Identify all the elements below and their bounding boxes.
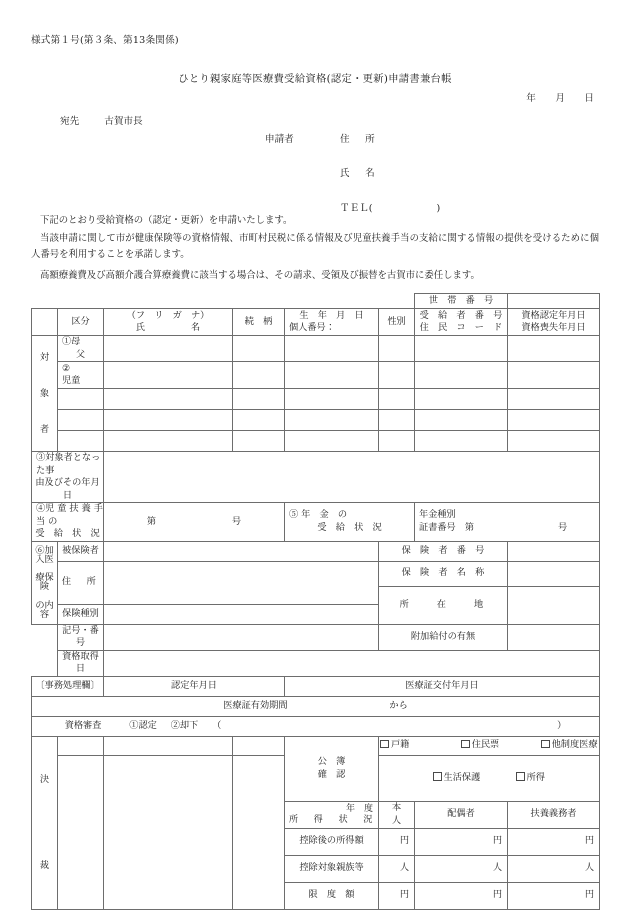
unit-label: 円 xyxy=(492,889,502,901)
section6-acquisition-date-value[interactable] xyxy=(104,650,600,676)
row-birth-field[interactable] xyxy=(285,431,379,452)
section5-value[interactable] xyxy=(415,503,600,542)
decision-stamp-area-2[interactable] xyxy=(104,755,233,909)
section4-dai: 第 xyxy=(146,515,157,527)
decision-stamp-area-1[interactable] xyxy=(58,755,104,909)
checkbox-icon[interactable] xyxy=(433,772,442,781)
header-shimei: 氏 名 xyxy=(135,322,201,333)
decision-stamp-head-3[interactable] xyxy=(233,736,285,755)
date-day-label: 日 xyxy=(584,93,594,104)
checkbox-shotoku-label: 所得 xyxy=(526,771,545,783)
header-blank-cell xyxy=(32,309,58,336)
table-row xyxy=(32,410,600,431)
row-zokugara-field[interactable] xyxy=(233,410,285,431)
income-header-spouse: 配偶者 xyxy=(415,801,508,828)
checkbox-koseki-label: 戸籍 xyxy=(390,739,410,751)
section6-label-line3: の内容 xyxy=(35,599,54,620)
statement-1: 下記のとおり受給資格の（認定・更新）を申請いたします。 xyxy=(40,215,293,226)
row-kubun-line1: ② xyxy=(62,362,71,374)
income-dependent-value-1[interactable] xyxy=(508,828,600,855)
section6-label-line1: ⑥加入医 xyxy=(35,544,54,566)
section5-certificate-no xyxy=(415,522,599,535)
income-self-value-3[interactable] xyxy=(379,882,415,909)
row-birth-field[interactable] xyxy=(285,389,379,410)
income-row-label-2: 控除対象親族等 xyxy=(285,855,379,882)
addressee xyxy=(60,113,143,127)
section6-insurer-name-value[interactable] xyxy=(508,561,600,586)
decision-side-label xyxy=(32,736,58,909)
checkbox-koseki[interactable] xyxy=(380,739,409,750)
row-recipient-field[interactable] xyxy=(415,389,508,410)
statement-2: 当該申請に関して市が健康保険等の資格情報、市町村民税に係る情報及び児童扶養手当の支給に関する情報の提供を受けるために個人番号を利用することを承諾します。 xyxy=(31,233,599,260)
koubo-label-line2: 確 認 xyxy=(317,768,346,780)
office-row xyxy=(32,676,600,696)
unit-label: 円 xyxy=(399,835,409,847)
row-seibetsu-field[interactable] xyxy=(379,431,415,452)
table-header-row xyxy=(32,309,600,336)
household-number-row xyxy=(32,294,600,309)
checkbox-icon[interactable] xyxy=(461,740,470,749)
income-row-label-1: 控除後の所得額 xyxy=(285,828,379,855)
validity-row xyxy=(32,696,600,716)
form-number: 様式第１号(第３条、第13条関係) xyxy=(31,35,179,46)
review-row xyxy=(32,716,600,736)
unit-label: 人 xyxy=(584,862,594,874)
table-row xyxy=(32,389,600,410)
section3-row xyxy=(32,452,600,503)
checkbox-tashido-iryo[interactable] xyxy=(541,739,597,750)
addressee-label: 宛先 xyxy=(60,116,80,127)
section6-row-1 xyxy=(32,541,600,561)
row-kubun-line2: 父 xyxy=(75,348,86,360)
applicant-name-label: 氏 名 xyxy=(340,168,378,179)
checkbox-juminhyo[interactable] xyxy=(461,739,499,750)
income-spouse-value-1[interactable] xyxy=(415,828,508,855)
review-paren-open: （ xyxy=(212,719,222,731)
section5-label xyxy=(285,503,415,542)
date-line xyxy=(526,90,594,104)
table-row xyxy=(32,362,600,389)
row-name-field[interactable] xyxy=(104,389,233,410)
row-zokugara-field[interactable] xyxy=(233,362,285,389)
validity-kara: から xyxy=(389,699,408,711)
income-header-self: 本 人 xyxy=(379,801,415,828)
document-title: ひとり親家庭等医療費受給資格(認定・更新)申請書兼台帳 xyxy=(178,73,452,85)
section4-label xyxy=(32,503,104,542)
decision-row-1 xyxy=(32,736,600,755)
section3-label-line2: 由及びその年月日 xyxy=(35,477,100,501)
section6-insurance-type-value[interactable] xyxy=(104,604,379,624)
table-row xyxy=(32,336,600,362)
section3-label-line1: ③対象者となった事 xyxy=(36,452,101,476)
row-seibetsu-field[interactable] xyxy=(379,389,415,410)
tel-label-open: ＴＥＬ( xyxy=(340,203,373,214)
section6-label-line2: 療保険 xyxy=(35,572,54,593)
header-shikaku-nintei: 資格認定年月日 xyxy=(521,309,586,321)
row-seibetsu-field[interactable] xyxy=(379,362,415,389)
header-jukyusha-bango: 受 給 者 番 号 xyxy=(419,309,503,321)
row-kubun-line1: ①母 xyxy=(62,336,81,347)
section6-insurance-type-label: 保険種別 xyxy=(58,604,104,624)
section5-pension-type: 年金種別 xyxy=(419,509,456,521)
checkbox-seikatsu-hogo-label: 生活保護 xyxy=(443,771,481,783)
header-shikaku-soshitsu: 資格喪失年月日 xyxy=(521,322,586,333)
decision-stamp-head-1[interactable] xyxy=(58,736,104,755)
subject-side-label xyxy=(32,336,58,452)
section6-insured-label: 被保険者 xyxy=(58,541,104,561)
row-zokugara-field[interactable] xyxy=(233,389,285,410)
koubo-confirm-label xyxy=(285,736,379,801)
unit-label: 円 xyxy=(584,835,594,847)
applicant-tel-label xyxy=(340,200,440,214)
statement-3: 高額療養費及び高額介護合算療養費に該当する場合は、その請求、受領及び振替を古賀市に委任します。 xyxy=(40,270,480,281)
checkbox-shotoku[interactable] xyxy=(516,772,545,783)
section4-label-line2: 受 給 状 況 xyxy=(35,528,100,539)
review-label: 資格審査 xyxy=(64,719,102,731)
row-kubun-line2: 児童 xyxy=(62,375,81,386)
income-row-label-3: 限 度 額 xyxy=(285,882,379,909)
review-option-kyakka[interactable]: ②却下 xyxy=(170,719,199,731)
section6-insured-value[interactable] xyxy=(104,541,379,561)
row-zokugara-field[interactable] xyxy=(233,336,285,362)
income-spouse-value-2[interactable] xyxy=(415,855,508,882)
header-zokugara: 続 柄 xyxy=(233,309,285,336)
checkbox-tashido-iryo-label: 他制度医療 xyxy=(551,739,598,751)
row-dates-field[interactable] xyxy=(508,389,600,410)
income-spouse-value-3[interactable] xyxy=(415,882,508,909)
unit-label: 人 xyxy=(399,862,409,874)
header-birth xyxy=(285,309,379,336)
row-name-field[interactable] xyxy=(104,431,233,452)
review-option-nintei[interactable]: ①認定 xyxy=(129,719,157,731)
row-seibetsu-field[interactable] xyxy=(379,410,415,431)
section6-row-2 xyxy=(32,561,600,586)
row-recipient-field[interactable] xyxy=(415,410,508,431)
section6-additional-benefit-value[interactable] xyxy=(508,624,600,650)
section6-label xyxy=(32,541,58,624)
header-jumin-code: 住 民 コ ー ド xyxy=(419,322,503,333)
section3-value[interactable] xyxy=(104,452,600,503)
row-seibetsu-field[interactable] xyxy=(379,336,415,362)
section6-additional-benefit-label: 附加給付の有無 xyxy=(379,624,508,650)
row-birth-field[interactable] xyxy=(285,336,379,362)
income-dependent-value-3[interactable] xyxy=(508,882,600,909)
checkbox-seikatsu-hogo[interactable] xyxy=(433,772,480,783)
income-dependent-value-2[interactable] xyxy=(508,855,600,882)
row-dates-field[interactable] xyxy=(508,431,600,452)
section6-address-value[interactable] xyxy=(104,561,379,604)
section6-row-5 xyxy=(32,624,600,650)
section5-label-line2: 受 給 状 況 xyxy=(317,521,382,533)
row-kubun xyxy=(58,362,104,389)
section6-symbol-number-value[interactable] xyxy=(104,624,379,650)
header-seinengappi: 生 年 月 日 xyxy=(299,309,364,321)
section6-location-value[interactable] xyxy=(508,586,600,624)
income-shotoku-jokyo-label: 所 得 状 況 xyxy=(289,815,376,825)
row-dates-field[interactable] xyxy=(508,336,600,362)
validity-label: 医療証有効期間 xyxy=(223,699,288,711)
row-name-field[interactable] xyxy=(104,336,233,362)
row-birth-field[interactable] xyxy=(285,362,379,389)
main-form-table xyxy=(31,293,600,910)
section6-acquisition-date-label: 資格取得日 xyxy=(58,650,104,676)
unit-label: 円 xyxy=(584,889,594,901)
header-kojinbango: 個人番号： xyxy=(289,322,335,333)
office-label: 〔事務処理欄〕 xyxy=(32,676,104,696)
income-nendo-label: 年 度 xyxy=(345,803,373,814)
koubo-check-row-1 xyxy=(379,736,600,755)
row-kubun[interactable] xyxy=(58,410,104,431)
section4-value[interactable] xyxy=(104,503,285,542)
row-recipient-field[interactable] xyxy=(415,336,508,362)
applicant-label: 申請者 xyxy=(265,134,294,145)
date-month-label: 月 xyxy=(555,93,565,104)
income-header-dependent: 扶養義務者 xyxy=(508,801,600,828)
office-koufu-label[interactable]: 医療証交付年月日 xyxy=(285,676,600,696)
header-recipient xyxy=(415,309,508,336)
household-number-value[interactable] xyxy=(508,294,600,309)
section4-label-line1: ④児 童 扶 養 手 当 の xyxy=(36,503,103,527)
income-status-label xyxy=(285,801,379,828)
subject-label-char-2: 象 xyxy=(39,387,50,399)
section6-symbol-number-label: 記号・番号 xyxy=(58,624,104,650)
section3-label xyxy=(32,452,104,503)
decision-label-char-1: 決 xyxy=(39,773,50,785)
row-kubun[interactable] xyxy=(58,389,104,410)
header-qualification-dates xyxy=(508,309,600,336)
subject-label-char-1: 対 xyxy=(39,351,50,363)
koubo-check-row-2 xyxy=(379,755,600,801)
row-name-field[interactable] xyxy=(104,362,233,389)
section6-insurer-no-value[interactable] xyxy=(508,541,600,561)
table-row xyxy=(32,431,600,452)
checkbox-icon[interactable] xyxy=(516,772,525,781)
tel-label-close: ) xyxy=(436,203,441,214)
date-year-label: 年 xyxy=(526,93,536,104)
checkbox-juminhyo-label: 住民票 xyxy=(471,739,500,751)
checkbox-icon[interactable] xyxy=(541,740,550,749)
row-kubun xyxy=(58,336,104,362)
row-dates-field[interactable] xyxy=(508,362,600,389)
addressee-value: 古賀市長 xyxy=(104,116,143,127)
header-name xyxy=(104,309,233,336)
section6-insurer-no-label: 保 険 者 番 号 xyxy=(379,541,508,561)
unit-label: 人 xyxy=(492,862,502,874)
section6-row-6 xyxy=(32,650,600,676)
row-zokugara-field[interactable] xyxy=(233,431,285,452)
header-kubun: 区分 xyxy=(58,309,104,336)
header-furigana: （フ リ ガ ナ） xyxy=(126,309,210,321)
row-kubun[interactable] xyxy=(58,431,104,452)
applicant-address-label: 住 所 xyxy=(340,134,378,145)
subject-label-char-3: 者 xyxy=(39,423,50,435)
review-cell[interactable] xyxy=(32,716,600,736)
section5-cert-gou: 号 xyxy=(557,521,568,533)
row-dates-field[interactable] xyxy=(508,410,600,431)
row-birth-field[interactable] xyxy=(285,410,379,431)
section6-address-label: 住 所 xyxy=(58,561,104,604)
office-nintei-label[interactable]: 認定年月日 xyxy=(104,676,285,696)
section5-label-line1: ⑤ 年 金 の xyxy=(289,509,348,521)
decision-label-char-2: 裁 xyxy=(39,859,50,871)
validity-cell[interactable] xyxy=(32,696,600,716)
income-self-value-2[interactable] xyxy=(379,855,415,882)
koubo-label-line1: 公 簿 xyxy=(317,756,346,767)
decision-stamp-area-3[interactable] xyxy=(233,755,285,909)
section6-location-label: 所 在 地 xyxy=(379,586,508,624)
decision-stamp-head-2[interactable] xyxy=(104,736,233,755)
income-self-value-1[interactable] xyxy=(379,828,415,855)
unit-label: 円 xyxy=(492,835,502,847)
row-name-field[interactable] xyxy=(104,410,233,431)
section4-5-row xyxy=(32,503,600,542)
header-seibetsu: 性別 xyxy=(379,309,415,336)
review-paren-close: ） xyxy=(557,719,567,731)
row-recipient-field[interactable] xyxy=(415,362,508,389)
household-number-label: 世 帯 番 号 xyxy=(415,294,508,309)
row-recipient-field[interactable] xyxy=(415,431,508,452)
checkbox-icon[interactable] xyxy=(380,740,389,749)
section6-insurer-name-label: 保 険 者 名 称 xyxy=(379,561,508,586)
section4-gou: 号 xyxy=(231,515,242,527)
section5-cert-label: 証書番号 第 xyxy=(419,521,475,533)
unit-label: 円 xyxy=(399,889,409,901)
